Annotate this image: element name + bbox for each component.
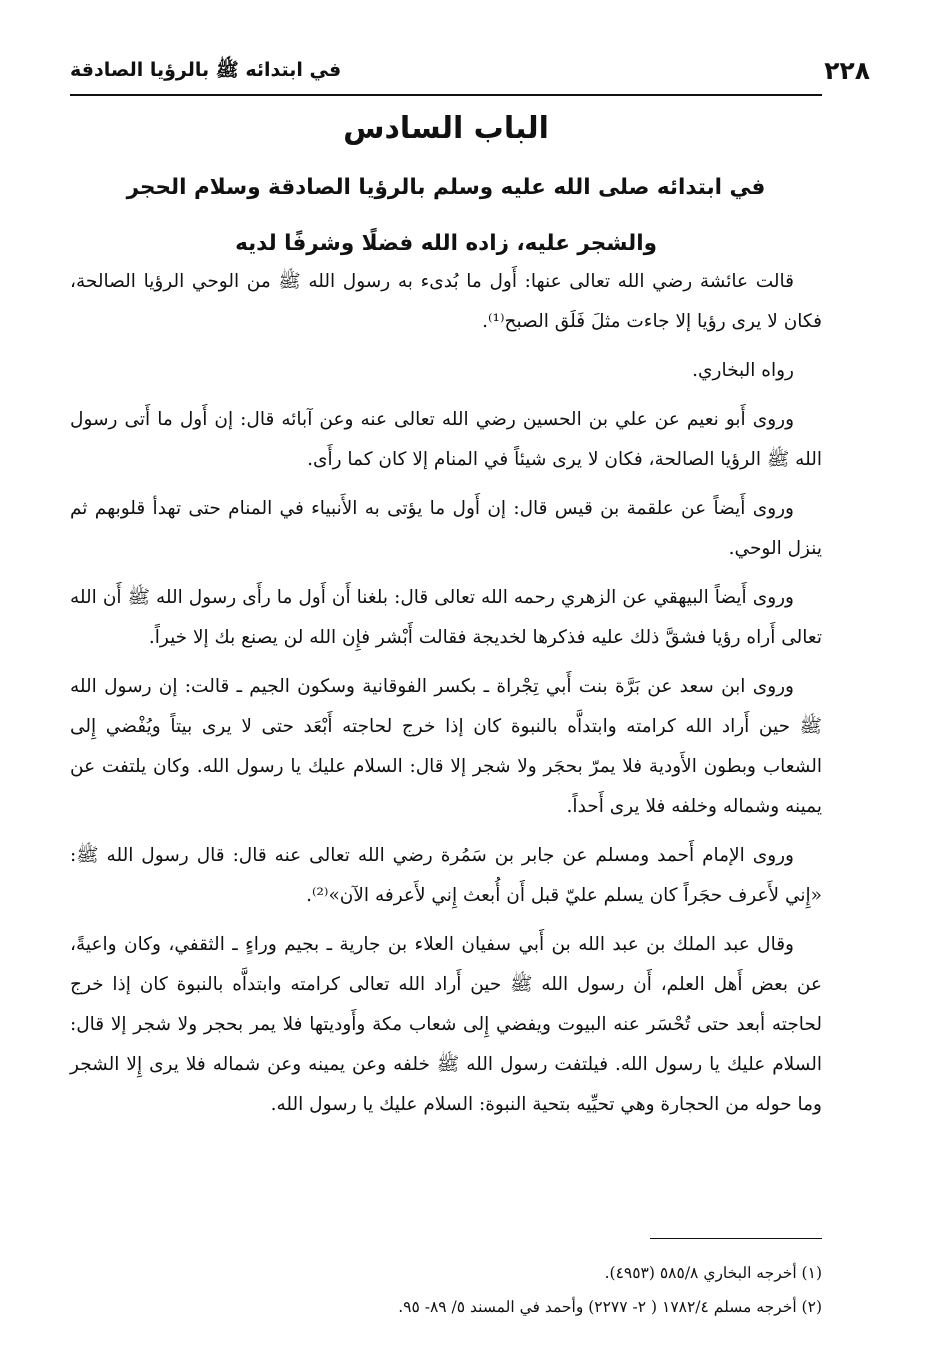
footnotes [70,1256,822,1324]
footnote: (٢) أخرجه مسلم ١٧٨٢/٤ ( ٢- ٢٢٧٧) وأحمد في المسند ٥/ ٨٩- ٩٥. [398,1298,822,1316]
paragraph: وروى أَيضاً البيهقي عن الزهري رحمه الله تعالى قال: بلغنا أَن أَول ما رأَى رسول الله ﷺ أَن الله تعالى أَراه رؤيا فشقَّ ذلك عليه فذكرها لخديجة فقالت أَبْشر فإِن الله لن يصنع بك إلا خيراً. [70,587,822,648]
paragraph: وروى ابن سعد عن بَرَّة بنت أَبي تِجْراة ـ بكسر الفوقانية وسكون الجيم ـ قالت: إن رسول الله ﷺ حين أَراد الله كرامته وابتداَّه بالنبوة كان إذا خرج لحاجته أَبْعَد حتى لا يرى بيتاً ويُفْضي إِلى الشعاب وبطون الأَودية فلا يمرّ بحجَر ولا شجر إلا قال: السلام عليك يا رسول الله. وكان يلتفت عن يمينه وشماله وخلفه فلا يرى أَحداً. [70,676,822,817]
paragraph: رواه البخاري. [692,360,794,381]
paragraph: وقال عبد الملك بن عبد الله بن أَبي سفيان العلاء بن جارية ـ بجيم وراءٍ ـ الثقفي، وكان واعيةً، عن بعض أَهل العلم، أَن رسول الله ﷺ حين أَراد الله تعالى كرامته وابتداَّه بالنبوة كان إذا خرج لحاجته أبعد حتى تُحْسَر عنه البيوت ويفضي إِلى شعاب مكة وأَوديتها فلا يمر بحجر ولا شجر إلا قال: السلام عليك يا رسول الله. فيلتفت رسول الله ﷺ خلفه وعن يمينه وعن شماله فلا يرى إِلا الشجر وما حوله من الحجارة وهي تحيِّيه بتحية النبوة: السلام عليك يا رسول الله. [70,934,822,1115]
chapter-subtitle: في ابتدائه صلى الله عليه وسلم بالرؤيا الصادقة وسلام الحجر والشجر عليه، زاده الله فضلًا وشرفًا لديه [126,175,766,256]
running-head [70,54,870,94]
paragraph: قالت عائشة رضي الله تعالى عنها: أَول ما بُدىء به رسول الله ﷺ من الوحي الرؤيا الصالحة، فكان لا يرى رؤيا إلا جاءت مثلَ فَلَق الصبح⁽¹⁾. [70,271,822,332]
footnote: (١) أخرجه البخاري ٥٨٥/٨ (٤٩٥٣). [604,1264,822,1282]
paragraph: وروى الإمام أَحمد ومسلم عن جابر بن سَمُرة رضي الله تعالى عنه قال: قال رسول الله ﷺ: «إِني لأَعرف حجَراً كان يسلم عليّ قبل أَن أُبعث إِني لأَعرفه الآن»⁽²⁾. [70,845,822,906]
page-number: ٢٢٨ [824,56,870,85]
paragraph: وروى أَبو نعيم عن علي بن الحسين رضي الله تعالى عنه وعن آبائه قال: إن أَول ما أَتى رسول الله ﷺ الرؤيا الصالحة، فكان لا يرى شيئاً في المنام إلا كان كما رأَى. [70,409,822,470]
running-title: في ابتدائه ﷺ بالرؤيا الصادقة [70,59,342,81]
body-text [70,262,822,1134]
footnote-divider [650,1238,822,1239]
paragraph: وروى أَيضاً عن علقمة بن قيس قال: إن أَول ما يؤتى به الأَنبياء في المنام حتى تهدأ قلوبهم ثم ينزل الوحي. [70,498,822,559]
chapter-title: الباب السادس [343,111,549,146]
header-divider [70,94,822,96]
